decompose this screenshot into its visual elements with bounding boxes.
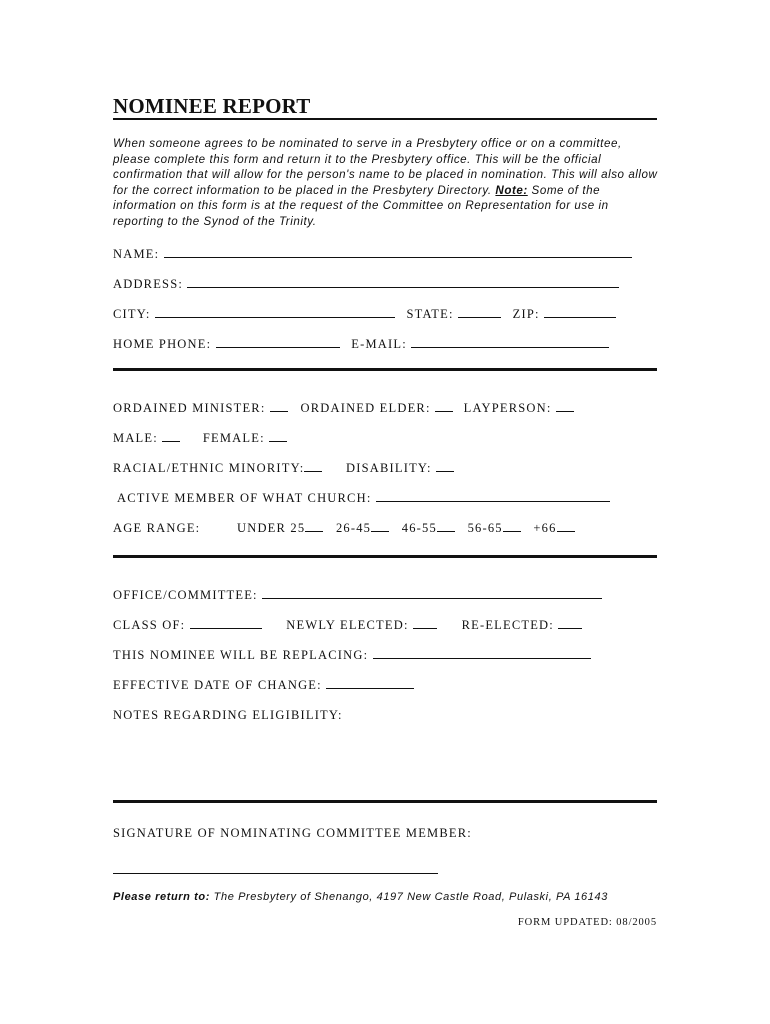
- office-committee-field[interactable]: [262, 588, 602, 599]
- state-field[interactable]: [458, 307, 501, 318]
- re-elected-field[interactable]: [558, 618, 582, 629]
- name-field[interactable]: [164, 247, 632, 258]
- name-label: NAME:: [113, 247, 160, 261]
- address-row: [113, 276, 619, 292]
- female-label: FEMALE:: [202, 431, 265, 445]
- replacing-label: THIS NOMINEE WILL BE REPLACING:: [113, 648, 369, 662]
- layperson-label: LAYPERSON:: [463, 401, 552, 415]
- age-option-56-65: 56-65: [467, 521, 503, 535]
- city-field[interactable]: [155, 307, 395, 318]
- intro-text-2: Some of the information on this form is at the request of the Committee on Representation for use in reporting to the Synod of the Trinity.: [113, 183, 609, 228]
- page-title: NOMINEE REPORT: [113, 94, 311, 118]
- state-label: STATE:: [406, 307, 454, 321]
- signature-label: SIGNATURE OF NOMINATING COMMITTEE MEMBER:: [113, 826, 472, 840]
- racial-minority-label: RACIAL/ETHNIC MINORITY:: [113, 461, 305, 475]
- return-label: Please return to:: [113, 891, 211, 903]
- age-46-55-field[interactable]: [437, 521, 455, 532]
- address-label: ADDRESS:: [113, 277, 184, 291]
- zip-label: ZIP:: [512, 307, 540, 321]
- replacing-row: [113, 647, 591, 663]
- phone-email-row: [113, 336, 609, 352]
- ordained-elder-label: ORDAINED ELDER:: [300, 401, 431, 415]
- age-option-66-plus: +66: [533, 521, 557, 535]
- minority-disability-row: [113, 460, 454, 476]
- age-range-row: [113, 520, 575, 536]
- age-26-45-field[interactable]: [371, 521, 389, 532]
- section-divider: [113, 800, 657, 803]
- effective-date-field[interactable]: [326, 678, 414, 689]
- signature-row: [113, 825, 472, 841]
- newly-elected-label: NEWLY ELECTED:: [286, 618, 409, 632]
- replacing-field[interactable]: [373, 648, 591, 659]
- active-member-row: [117, 490, 610, 506]
- age-56-65-field[interactable]: [503, 521, 521, 532]
- email-field[interactable]: [411, 337, 609, 348]
- class-election-row: [113, 617, 582, 633]
- disability-field[interactable]: [436, 461, 454, 472]
- age-66-plus-field[interactable]: [557, 521, 575, 532]
- notes-eligibility-label: NOTES REGARDING ELIGIBILITY:: [113, 708, 343, 722]
- female-field[interactable]: [269, 431, 287, 442]
- note-label: Note:: [495, 183, 528, 197]
- title-underline: [113, 94, 657, 120]
- ordained-elder-field[interactable]: [435, 401, 453, 412]
- age-option-46-55: 46-55: [401, 521, 437, 535]
- notes-row: [113, 707, 343, 723]
- city-state-zip-row: [113, 306, 616, 322]
- zip-field[interactable]: [544, 307, 616, 318]
- email-label: E-MAIL:: [351, 337, 407, 351]
- ordained-minister-field[interactable]: [270, 401, 288, 412]
- ordination-row: [113, 400, 574, 416]
- office-committee-row: [113, 587, 602, 603]
- male-field[interactable]: [162, 431, 180, 442]
- gender-row: [113, 430, 287, 446]
- form-updated-date: FORM UPDATED: 08/2005: [517, 917, 657, 928]
- age-option-26-45: 26-45: [335, 521, 372, 535]
- re-elected-label: RE-ELECTED:: [461, 618, 554, 632]
- return-address-text: The Presbytery of Shenango, 4197 New Castle Road, Pulaski, PA 16143: [210, 891, 608, 903]
- active-member-label: ACTIVE MEMBER OF WHAT CHURCH:: [117, 491, 372, 505]
- racial-minority-field[interactable]: [304, 461, 322, 472]
- layperson-field[interactable]: [556, 401, 574, 412]
- home-phone-field[interactable]: [216, 337, 340, 348]
- class-of-label: CLASS OF:: [113, 618, 186, 632]
- age-option-under-25: UNDER 25: [237, 521, 306, 535]
- class-of-field[interactable]: [190, 618, 262, 629]
- age-range-label: AGE RANGE:: [113, 521, 201, 535]
- home-phone-label: HOME PHONE:: [113, 337, 212, 351]
- city-label: CITY:: [113, 307, 151, 321]
- effective-date-label: EFFECTIVE DATE OF CHANGE:: [113, 678, 322, 692]
- age-under-25-field[interactable]: [305, 521, 323, 532]
- intro-paragraph: [113, 136, 659, 230]
- active-member-field[interactable]: [376, 491, 610, 502]
- return-address: [113, 891, 608, 903]
- office-committee-label: OFFICE/COMMITTEE:: [113, 588, 258, 602]
- signature-line[interactable]: [113, 873, 438, 874]
- disability-label: DISABILITY:: [346, 461, 432, 475]
- ordained-minister-label: ORDAINED MINISTER:: [113, 401, 266, 415]
- male-label: MALE:: [113, 431, 158, 445]
- name-row: [113, 246, 632, 262]
- effective-date-row: [113, 677, 414, 693]
- address-field[interactable]: [187, 277, 619, 288]
- newly-elected-field[interactable]: [413, 618, 437, 629]
- section-divider: [113, 368, 657, 371]
- intro-text-1: When someone agrees to be nominated to serve in a Presbytery office or on a committee, please complete this form and return it to the Presbytery office. This will be the official confirmation that will allow for the person's name to be placed in nomination. This will also allow for the correct information to be placed in the Presbytery Directory.: [113, 137, 658, 197]
- section-divider: [113, 555, 657, 558]
